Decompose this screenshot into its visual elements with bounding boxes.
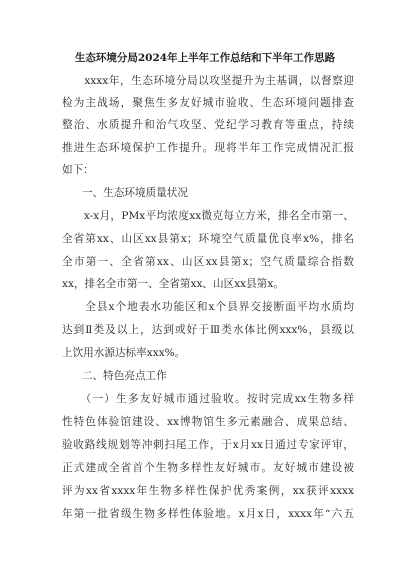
paragraph-line: 性特色体验馆建设、xx博物馆生多元素融合、成果总结、: [62, 416, 354, 428]
paragraph-line: 评为xx省xxxx年生物多样性保护优秀案例，xx获评xxxx: [62, 485, 354, 497]
paragraph-line: 全县x个地表水功能区和x个县界交接断面平均水质均: [62, 301, 354, 313]
paragraph-line: x-x月，PMx平均浓度xx微克每立方米，排名全市第一、: [62, 210, 354, 222]
paragraph-line: 如下：: [62, 164, 94, 176]
paragraph-line: 推进生态环境保护工作提升。现将半年工作完成情况汇报: [62, 142, 354, 154]
paragraph-line: 检为主战场，聚焦生多友好城市验收、生态环境问题排查: [62, 97, 354, 109]
section-heading-2: 二、特色亮点工作: [82, 370, 167, 382]
paragraph-line: 整治、水质提升和治气攻坚、党纪学习教育等重点，持续: [62, 119, 354, 131]
paragraph-line: （一）生多友好城市通过验收。按时完成xx生物多样: [62, 393, 354, 405]
paragraph-line: 全省第xx、山区xx县第x；环境空气质量优良率x%，排名: [62, 233, 354, 245]
paragraph-line: 正式建成全省首个生物多样性友好城市。友好城市建设被: [62, 462, 354, 474]
paragraph-line: 验收路线规划等冲刺扫尾工作，于x月xx日通过专家评审，: [62, 439, 354, 451]
paragraph-line: 达到Ⅱ类及以上，达到或好于Ⅲ类水体比例xxx%，县级以: [62, 324, 354, 336]
paragraph-line: 年第一批省级生物多样性体验地。x月x日，xxxx年“六五: [62, 508, 354, 520]
paragraph-line: 上饮用水源达标率xxx%。: [62, 347, 186, 359]
section-heading-1: 一、生态环境质量状况: [82, 187, 188, 199]
paragraph-line: xxxx年，生态环境分局以攻坚提升为主基调，以督察迎: [62, 75, 354, 87]
paragraph-line: xx，排名全市第一、全省第xx、山区xx县第x。: [62, 278, 284, 290]
paragraph-line: 全市第一、全省第xx、山区xx县第x；空气质量综合指数: [62, 256, 354, 268]
document-title: 生态环境分局2024年上半年工作总结和下半年工作思路: [74, 52, 336, 64]
